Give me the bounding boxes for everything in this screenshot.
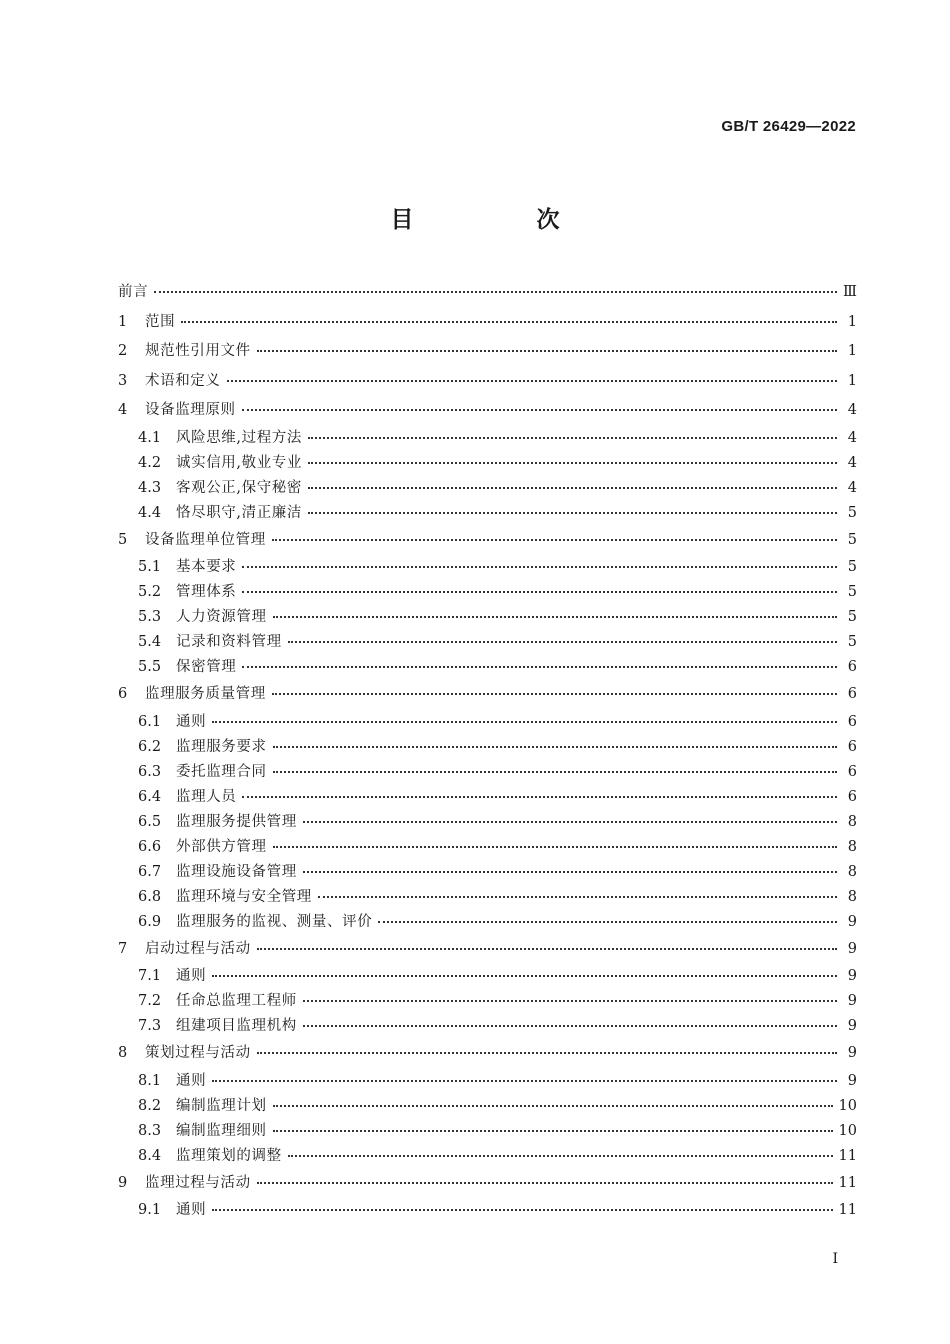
toc-dot-leader <box>318 895 837 898</box>
toc-entry[interactable] <box>118 278 857 308</box>
toc-entry-number: 7.2 <box>138 993 162 1009</box>
document-code: GB/T 26429—2022 <box>721 118 856 135</box>
toc-entry-page: 8 <box>847 813 857 830</box>
toc-entry-label: 基本要求 <box>176 559 237 575</box>
toc-entry-page: 5 <box>847 559 857 575</box>
toc-entry-number: 6.9 <box>138 913 162 930</box>
toc-entry[interactable] <box>118 935 857 965</box>
toc-dot-leader <box>273 745 837 748</box>
toc-entry-number: 7.1 <box>138 968 162 984</box>
toc-dot-leader <box>303 870 837 873</box>
toc-entry-label: 术语和定义 <box>145 372 221 389</box>
toc-entry-label: 诚实信用,敬业专业 <box>176 454 303 471</box>
toc-entry-number: 8.4 <box>138 1147 162 1164</box>
toc-entry-page: 5 <box>847 609 857 625</box>
toc-entry-page: 5 <box>847 504 857 521</box>
toc-entry-number: 6.4 <box>138 788 162 805</box>
toc-entry[interactable] <box>118 580 857 605</box>
toc-entry[interactable] <box>118 451 857 476</box>
toc-entry-number: 4.2 <box>138 454 162 471</box>
toc-entry-page: 9 <box>847 940 857 957</box>
toc-entry[interactable] <box>118 680 857 710</box>
toc-entry-label: 任命总监理工程师 <box>176 993 297 1009</box>
toc-entry[interactable] <box>118 337 857 367</box>
toc-entry-number: 6.6 <box>138 838 162 855</box>
toc-entry-page: 9 <box>847 993 857 1009</box>
toc-entry[interactable] <box>118 367 857 397</box>
table-of-contents <box>118 278 857 1223</box>
toc-entry-number: 5.2 <box>138 584 162 600</box>
toc-entry-number: 8.2 <box>138 1097 162 1114</box>
toc-dot-leader <box>308 511 837 514</box>
toc-entry[interactable] <box>118 426 857 451</box>
toc-entry-page: 4 <box>847 454 857 471</box>
toc-dot-leader <box>273 845 837 848</box>
toc-entry-label: 通则 <box>176 1072 207 1089</box>
toc-entry-page: Ⅲ <box>843 284 857 300</box>
toc-entry-label: 范围 <box>145 313 176 330</box>
toc-dot-leader <box>242 590 837 593</box>
toc-entry-number: 4 <box>118 402 128 418</box>
toc-dot-leader <box>212 974 837 977</box>
toc-entry-label: 记录和资料管理 <box>176 634 282 650</box>
toc-entry[interactable] <box>118 710 857 735</box>
toc-entry-page: 1 <box>847 343 857 359</box>
toc-entry-number: 6.1 <box>138 713 162 730</box>
toc-entry-page: 5 <box>847 634 857 650</box>
toc-dot-leader <box>154 290 837 293</box>
toc-entry-number: 9.1 <box>138 1202 162 1218</box>
toc-entry-label: 监理服务要求 <box>176 738 267 755</box>
toc-dot-leader <box>242 665 837 668</box>
toc-entry-page: 6 <box>847 686 857 702</box>
toc-entry[interactable] <box>118 396 857 426</box>
toc-entry-label: 前言 <box>118 284 149 300</box>
toc-entry-number: 3 <box>118 372 128 389</box>
toc-dot-leader <box>272 692 837 695</box>
toc-entry[interactable] <box>118 885 857 910</box>
toc-entry-number: 1 <box>118 313 128 330</box>
toc-entry-number: 6.7 <box>138 863 162 880</box>
toc-entry-page: 6 <box>847 713 857 730</box>
toc-entry[interactable] <box>118 1094 857 1119</box>
toc-entry-label: 委托监理合同 <box>176 763 267 780</box>
toc-entry-page: 1 <box>847 372 857 389</box>
toc-entry-page: 8 <box>847 838 857 855</box>
toc-entry[interactable] <box>118 964 857 989</box>
toc-entry[interactable] <box>118 989 857 1014</box>
toc-entry-number: 8.1 <box>138 1072 162 1089</box>
toc-dot-leader <box>308 486 837 489</box>
toc-dot-leader <box>273 615 837 618</box>
toc-entry-page: 5 <box>847 584 857 600</box>
toc-entry-number: 5 <box>118 531 128 548</box>
toc-entry-number: 6 <box>118 686 128 702</box>
toc-entry-label: 组建项目监理机构 <box>176 1018 297 1034</box>
toc-dot-leader <box>257 349 837 352</box>
toc-entry-label: 启动过程与活动 <box>145 940 251 957</box>
toc-entry-page: 4 <box>847 429 857 446</box>
toc-dot-leader <box>212 720 837 723</box>
toc-entry-number: 8.3 <box>138 1122 162 1139</box>
toc-entry[interactable] <box>118 835 857 860</box>
toc-entry-page: 8 <box>847 888 857 905</box>
toc-entry[interactable] <box>118 655 857 680</box>
toc-entry-label: 恪尽职守,清正廉洁 <box>176 504 303 521</box>
toc-entry-number: 4.1 <box>138 429 162 446</box>
toc-entry[interactable] <box>118 1039 857 1069</box>
toc-entry-label: 外部供方管理 <box>176 838 267 855</box>
toc-entry-label: 策划过程与活动 <box>145 1045 251 1061</box>
toc-entry-page: 6 <box>847 659 857 675</box>
toc-entry[interactable] <box>118 605 857 630</box>
toc-dot-leader <box>257 947 837 950</box>
toc-dot-leader <box>242 565 837 568</box>
toc-entry[interactable] <box>118 785 857 810</box>
toc-entry[interactable] <box>118 760 857 785</box>
toc-entry-page: 1 <box>847 313 857 330</box>
toc-entry-number: 5.4 <box>138 634 162 650</box>
toc-entry-number: 6.2 <box>138 738 162 755</box>
toc-entry-number: 6.8 <box>138 888 162 905</box>
toc-dot-leader <box>242 795 837 798</box>
toc-entry-page: 10 <box>838 1122 857 1139</box>
toc-entry-page: 8 <box>847 863 857 880</box>
toc-entry-number: 5.1 <box>138 559 162 575</box>
toc-entry[interactable] <box>118 910 857 935</box>
toc-dot-leader <box>273 1129 833 1132</box>
toc-entry-label: 通则 <box>176 713 207 730</box>
toc-dot-leader <box>257 1051 837 1054</box>
toc-entry[interactable] <box>118 555 857 580</box>
toc-entry[interactable] <box>118 1169 857 1199</box>
toc-entry-label: 客观公正,保守秘密 <box>176 479 303 496</box>
toc-entry-page: 6 <box>847 738 857 755</box>
toc-entry-number: 5.5 <box>138 659 162 675</box>
toc-entry-number: 5.3 <box>138 609 162 625</box>
toc-entry[interactable] <box>118 476 857 501</box>
toc-entry-label: 管理体系 <box>176 584 237 600</box>
toc-dot-leader <box>227 379 838 382</box>
toc-dot-leader <box>288 1154 833 1157</box>
toc-entry[interactable] <box>118 1198 857 1223</box>
toc-entry-label: 设备监理单位管理 <box>145 531 266 548</box>
toc-entry-number: 7 <box>118 940 128 957</box>
toc-dot-leader <box>288 640 837 643</box>
toc-entry-label: 通则 <box>176 968 207 984</box>
toc-entry[interactable] <box>118 501 857 526</box>
toc-entry-label: 监理服务质量管理 <box>145 686 266 702</box>
toc-entry-label: 通则 <box>176 1202 207 1218</box>
toc-dot-leader <box>212 1208 832 1211</box>
toc-entry-label: 风险思维,过程方法 <box>176 429 303 446</box>
toc-dot-leader <box>303 999 837 1002</box>
toc-entry[interactable] <box>118 1144 857 1169</box>
toc-entry-number: 4.4 <box>138 504 162 521</box>
toc-entry-label: 监理服务提供管理 <box>176 813 297 830</box>
toc-entry-label: 规范性引用文件 <box>145 343 251 359</box>
toc-entry-label: 设备监理原则 <box>145 402 236 418</box>
toc-entry-number: 7.3 <box>138 1018 162 1034</box>
toc-entry[interactable] <box>118 810 857 835</box>
toc-entry-label: 监理策划的调整 <box>176 1147 282 1164</box>
toc-entry-page: 10 <box>838 1097 857 1114</box>
toc-entry-label: 编制监理计划 <box>176 1097 267 1114</box>
toc-dot-leader <box>303 1024 837 1027</box>
toc-entry-number: 4.3 <box>138 479 162 496</box>
toc-dot-leader <box>181 320 837 323</box>
toc-entry-page: 4 <box>847 402 857 418</box>
toc-entry-page: 11 <box>838 1174 857 1191</box>
toc-entry-number: 8 <box>118 1045 128 1061</box>
toc-entry-page: 11 <box>838 1202 857 1218</box>
toc-entry-page: 6 <box>847 788 857 805</box>
toc-entry-label: 监理设施设备管理 <box>176 863 297 880</box>
page-title: 目 次 <box>390 207 610 233</box>
toc-entry[interactable] <box>118 526 857 556</box>
toc-entry-label: 监理人员 <box>176 788 237 805</box>
toc-entry-label: 人力资源管理 <box>176 609 267 625</box>
toc-entry-page: 9 <box>847 968 857 984</box>
toc-dot-leader <box>257 1181 833 1184</box>
toc-entry-label: 编制监理细则 <box>176 1122 267 1139</box>
toc-dot-leader <box>273 1104 833 1107</box>
toc-entry-page: 9 <box>847 1072 857 1089</box>
toc-entry-page: 9 <box>847 913 857 930</box>
toc-entry-page: 6 <box>847 763 857 780</box>
toc-dot-leader <box>308 436 837 439</box>
toc-dot-leader <box>272 538 837 541</box>
toc-entry-page: 11 <box>838 1147 857 1164</box>
toc-dot-leader <box>273 770 837 773</box>
toc-entry-label: 保密管理 <box>176 659 237 675</box>
toc-dot-leader <box>303 820 837 823</box>
toc-entry-page: 9 <box>847 1018 857 1034</box>
toc-entry[interactable] <box>118 1069 857 1094</box>
toc-entry[interactable] <box>118 308 857 338</box>
toc-entry-label: 监理过程与活动 <box>145 1174 251 1191</box>
toc-dot-leader <box>308 461 837 464</box>
toc-dot-leader <box>212 1079 837 1082</box>
toc-dot-leader <box>242 408 837 411</box>
page-number: I <box>832 1251 838 1267</box>
toc-entry-page: 5 <box>847 531 857 548</box>
toc-entry-label: 监理服务的监视、测量、评价 <box>176 913 373 930</box>
toc-entry-number: 2 <box>118 343 128 359</box>
toc-entry[interactable] <box>118 1119 857 1144</box>
toc-entry-page: 9 <box>847 1045 857 1061</box>
toc-entry[interactable] <box>118 735 857 760</box>
toc-entry-label: 监理环境与安全管理 <box>176 888 312 905</box>
toc-entry-number: 6.3 <box>138 763 162 780</box>
toc-entry-number: 9 <box>118 1174 128 1191</box>
toc-entry[interactable] <box>118 630 857 655</box>
toc-entry-number: 6.5 <box>138 813 162 830</box>
toc-entry[interactable] <box>118 860 857 885</box>
toc-dot-leader <box>378 920 837 923</box>
toc-entry-page: 4 <box>847 479 857 496</box>
toc-entry[interactable] <box>118 1014 857 1039</box>
